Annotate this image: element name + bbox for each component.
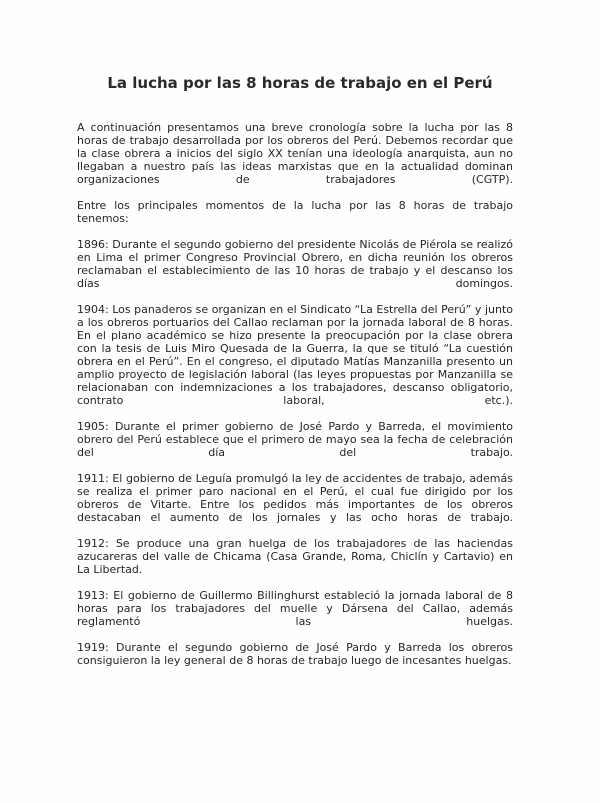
entry-1911 bbox=[77, 472, 513, 524]
entry-text: Los panaderos se organizan en el Sindicato “La Estrella del Perú” y junto a los obreros portuarios del Callao reclaman por la jornada laboral de 8 horas. En el plano académico se hizo presente la preocupación por la clase obrera con la tesis de Luis Miro Quesada de la Guerra, la que se tituló “La cuestión obrera en el Perú”. En el congreso, el diputado Matías Manzanilla presento un amplio proyecto de legislación laboral (las leyes propuestas por Manzanilla se relacionaban con indemnizaciones a los trabajadores, descanso obligatorio, contrato laboral, etc.). bbox=[77, 303, 513, 407]
document-body bbox=[77, 121, 513, 680]
entry-year: 1904: bbox=[77, 303, 109, 316]
entry-text: El gobierno de Leguía promulgó la ley de accidentes de trabajo, además se realiza el primer paro nacional en el Perú, el cual fue dirigido por los obreros de Vitarte. Entre los pedidos más importantes de los obreros destacaban el aumento de los jornales y las ocho horas de trabajo. bbox=[77, 472, 513, 524]
entry-year: 1919: bbox=[77, 641, 109, 654]
entry-text: Se produce una gran huelga de los trabajadores de las haciendas azucareras del valle de Chicama (Casa Grande, Roma, Chiclín y Cartavio) en La Libertad. bbox=[77, 537, 513, 576]
entry-1912 bbox=[77, 537, 513, 576]
entry-year: 1912: bbox=[77, 537, 109, 550]
lead-paragraph: Entre los principales momentos de la lucha por las 8 horas de trabajo tenemos: bbox=[77, 199, 513, 225]
entry-1913 bbox=[77, 589, 513, 628]
entry-year: 1913: bbox=[77, 589, 109, 602]
document-title: La lucha por las 8 horas de trabajo en el Perú bbox=[107, 74, 493, 92]
entry-1919 bbox=[77, 641, 513, 667]
entry-year: 1896: bbox=[77, 238, 109, 251]
entry-1905 bbox=[77, 420, 513, 459]
entry-text: Durante el segundo gobierno de José Pardo y Barreda los obreros consiguieron la ley general de 8 horas de trabajo luego de incesantes huelgas. bbox=[77, 641, 513, 667]
entry-text: Durante el segundo gobierno del presidente Nicolás de Piérola se realizó en Lima el primer Congreso Provincial Obrero, en dicha reunión los obreros reclamaban el establecimiento de las 10 horas de trabajo y el descanso los días domingos. bbox=[77, 238, 513, 290]
entry-1896 bbox=[77, 238, 513, 290]
intro-paragraph: A continuación presentamos una breve cronología sobre la lucha por las 8 horas de trabajo desarrollada por los obreros del Perú. Debemos recordar que la clase obrera a inicios del siglo XX tenían una ideología anarquista, aun no llegaban a nuestro país las ideas marxistas que en la actualidad dominan organizaciones de trabajadores (CGTP). bbox=[77, 121, 513, 186]
entry-year: 1905: bbox=[77, 420, 109, 433]
entry-year: 1911: bbox=[77, 472, 109, 485]
entry-text: El gobierno de Guillermo Billinghurst estableció la jornada laboral de 8 horas para los trabajadores del muelle y Dársena del Callao, además reglamentó las huelgas. bbox=[77, 589, 513, 628]
entry-text: Durante el primer gobierno de José Pardo y Barreda, el movimiento obrero del Perú establece que el primero de mayo sea la fecha de celebración del día del trabajo. bbox=[77, 420, 513, 459]
entry-1904 bbox=[77, 303, 513, 407]
